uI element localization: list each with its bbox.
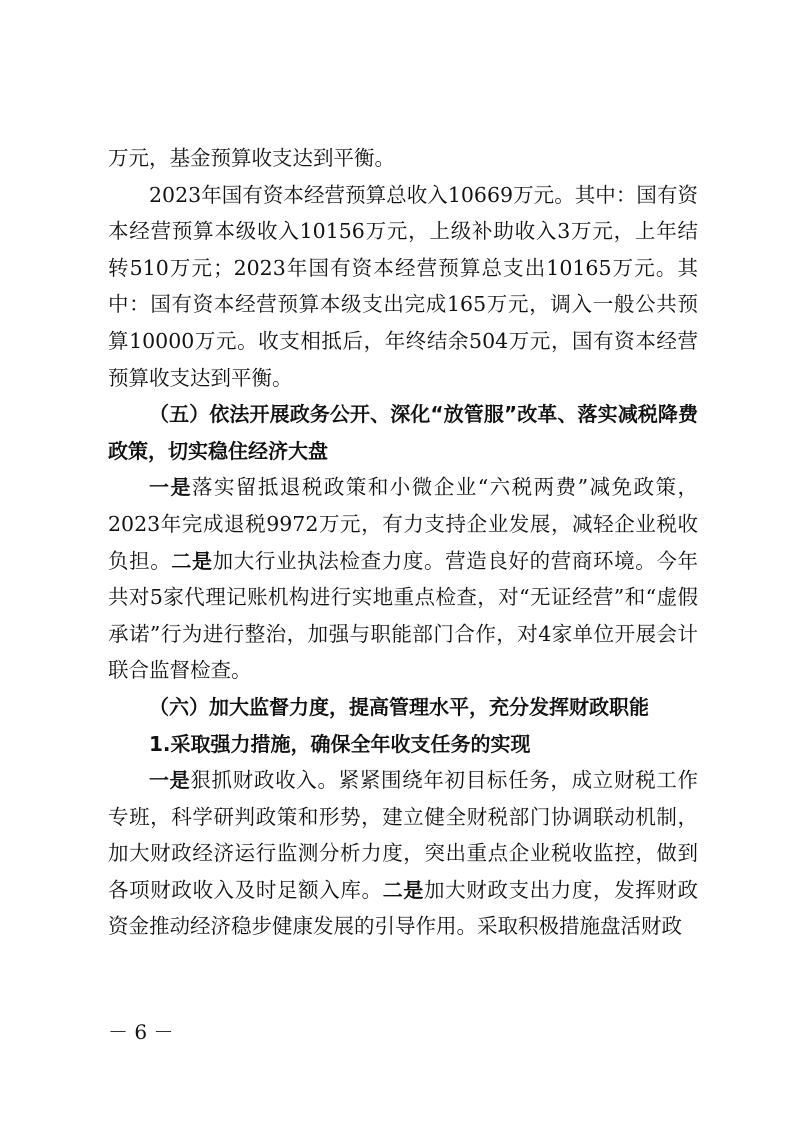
heading-text: （五）依法开展政务公开、深化“放管服”改革、落实减税降费政策，切实稳住经济大盘 xyxy=(108,402,698,463)
section-heading-6 xyxy=(108,689,698,726)
paragraph-text: 加大行业执法检查力度。营造良好的营商环境。今年共对5家代理记账机构进行实地重点检查，对“无证经营”和“虚假承诺”行为进行整治，加强与职能部门合作，对4家单位开展会计联合监督检查。 xyxy=(108,548,699,683)
subsection-heading-6-1 xyxy=(108,726,698,763)
section-heading-5 xyxy=(108,396,698,469)
bold-lead-second: 二是 xyxy=(171,548,213,573)
paragraph-tax-reduction xyxy=(108,469,698,689)
paragraph-text: 狠抓财政收入。紧紧围绕年初目标任务，成立财税工作专班，科学研判政策和形势，建立健全财税部门协调联动机制，加大财政经济运行监测分析力度，突出重点企业税收监控，做到各项财政收入及时足额入库。 xyxy=(108,768,699,902)
paragraph-fiscal-revenue xyxy=(108,762,698,945)
document-body xyxy=(108,140,698,945)
paragraph-text: 2023年国有资本经营预算总收入10669万元。其中：国有资本经营预算本级收入10156万元，上级补助收入3万元，上年结转510万元；2023年国有资本经营预算总支出10165万元。其中：国有资本经营预算本级支出完成165万元，调入一般公共预算10000万元。收支相抵后，年终结余504万元，国有资本经营预算收支达到平衡。 xyxy=(108,182,698,390)
bold-lead-first: 一是 xyxy=(149,768,191,793)
paragraph-state-capital-budget xyxy=(108,177,698,397)
heading-text: 1.采取强力措施，确保全年收支任务的实现 xyxy=(149,731,531,756)
paragraph-text: 落实留抵退税政策和小微企业“六税两费”减免政策，2023年完成退税9972万元，有力支持企业发展，减轻企业税收负担。 xyxy=(108,475,698,573)
heading-text: （六）加大监督力度，提高管理水平，充分发挥财政职能 xyxy=(149,694,649,719)
bold-lead-first: 一是 xyxy=(149,475,192,500)
bold-lead-second: 二是 xyxy=(382,877,424,902)
paragraph-text: 加大财政支出力度，发挥财政资金推动经济稳步健康发展的引导作用。采取积极措施盘活财政 xyxy=(108,877,699,939)
paragraph-text: 万元，基金预算收支达到平衡。 xyxy=(108,146,395,170)
page-number: － 6 － xyxy=(108,1020,174,1044)
paragraph-fund-budget-end xyxy=(108,140,698,177)
